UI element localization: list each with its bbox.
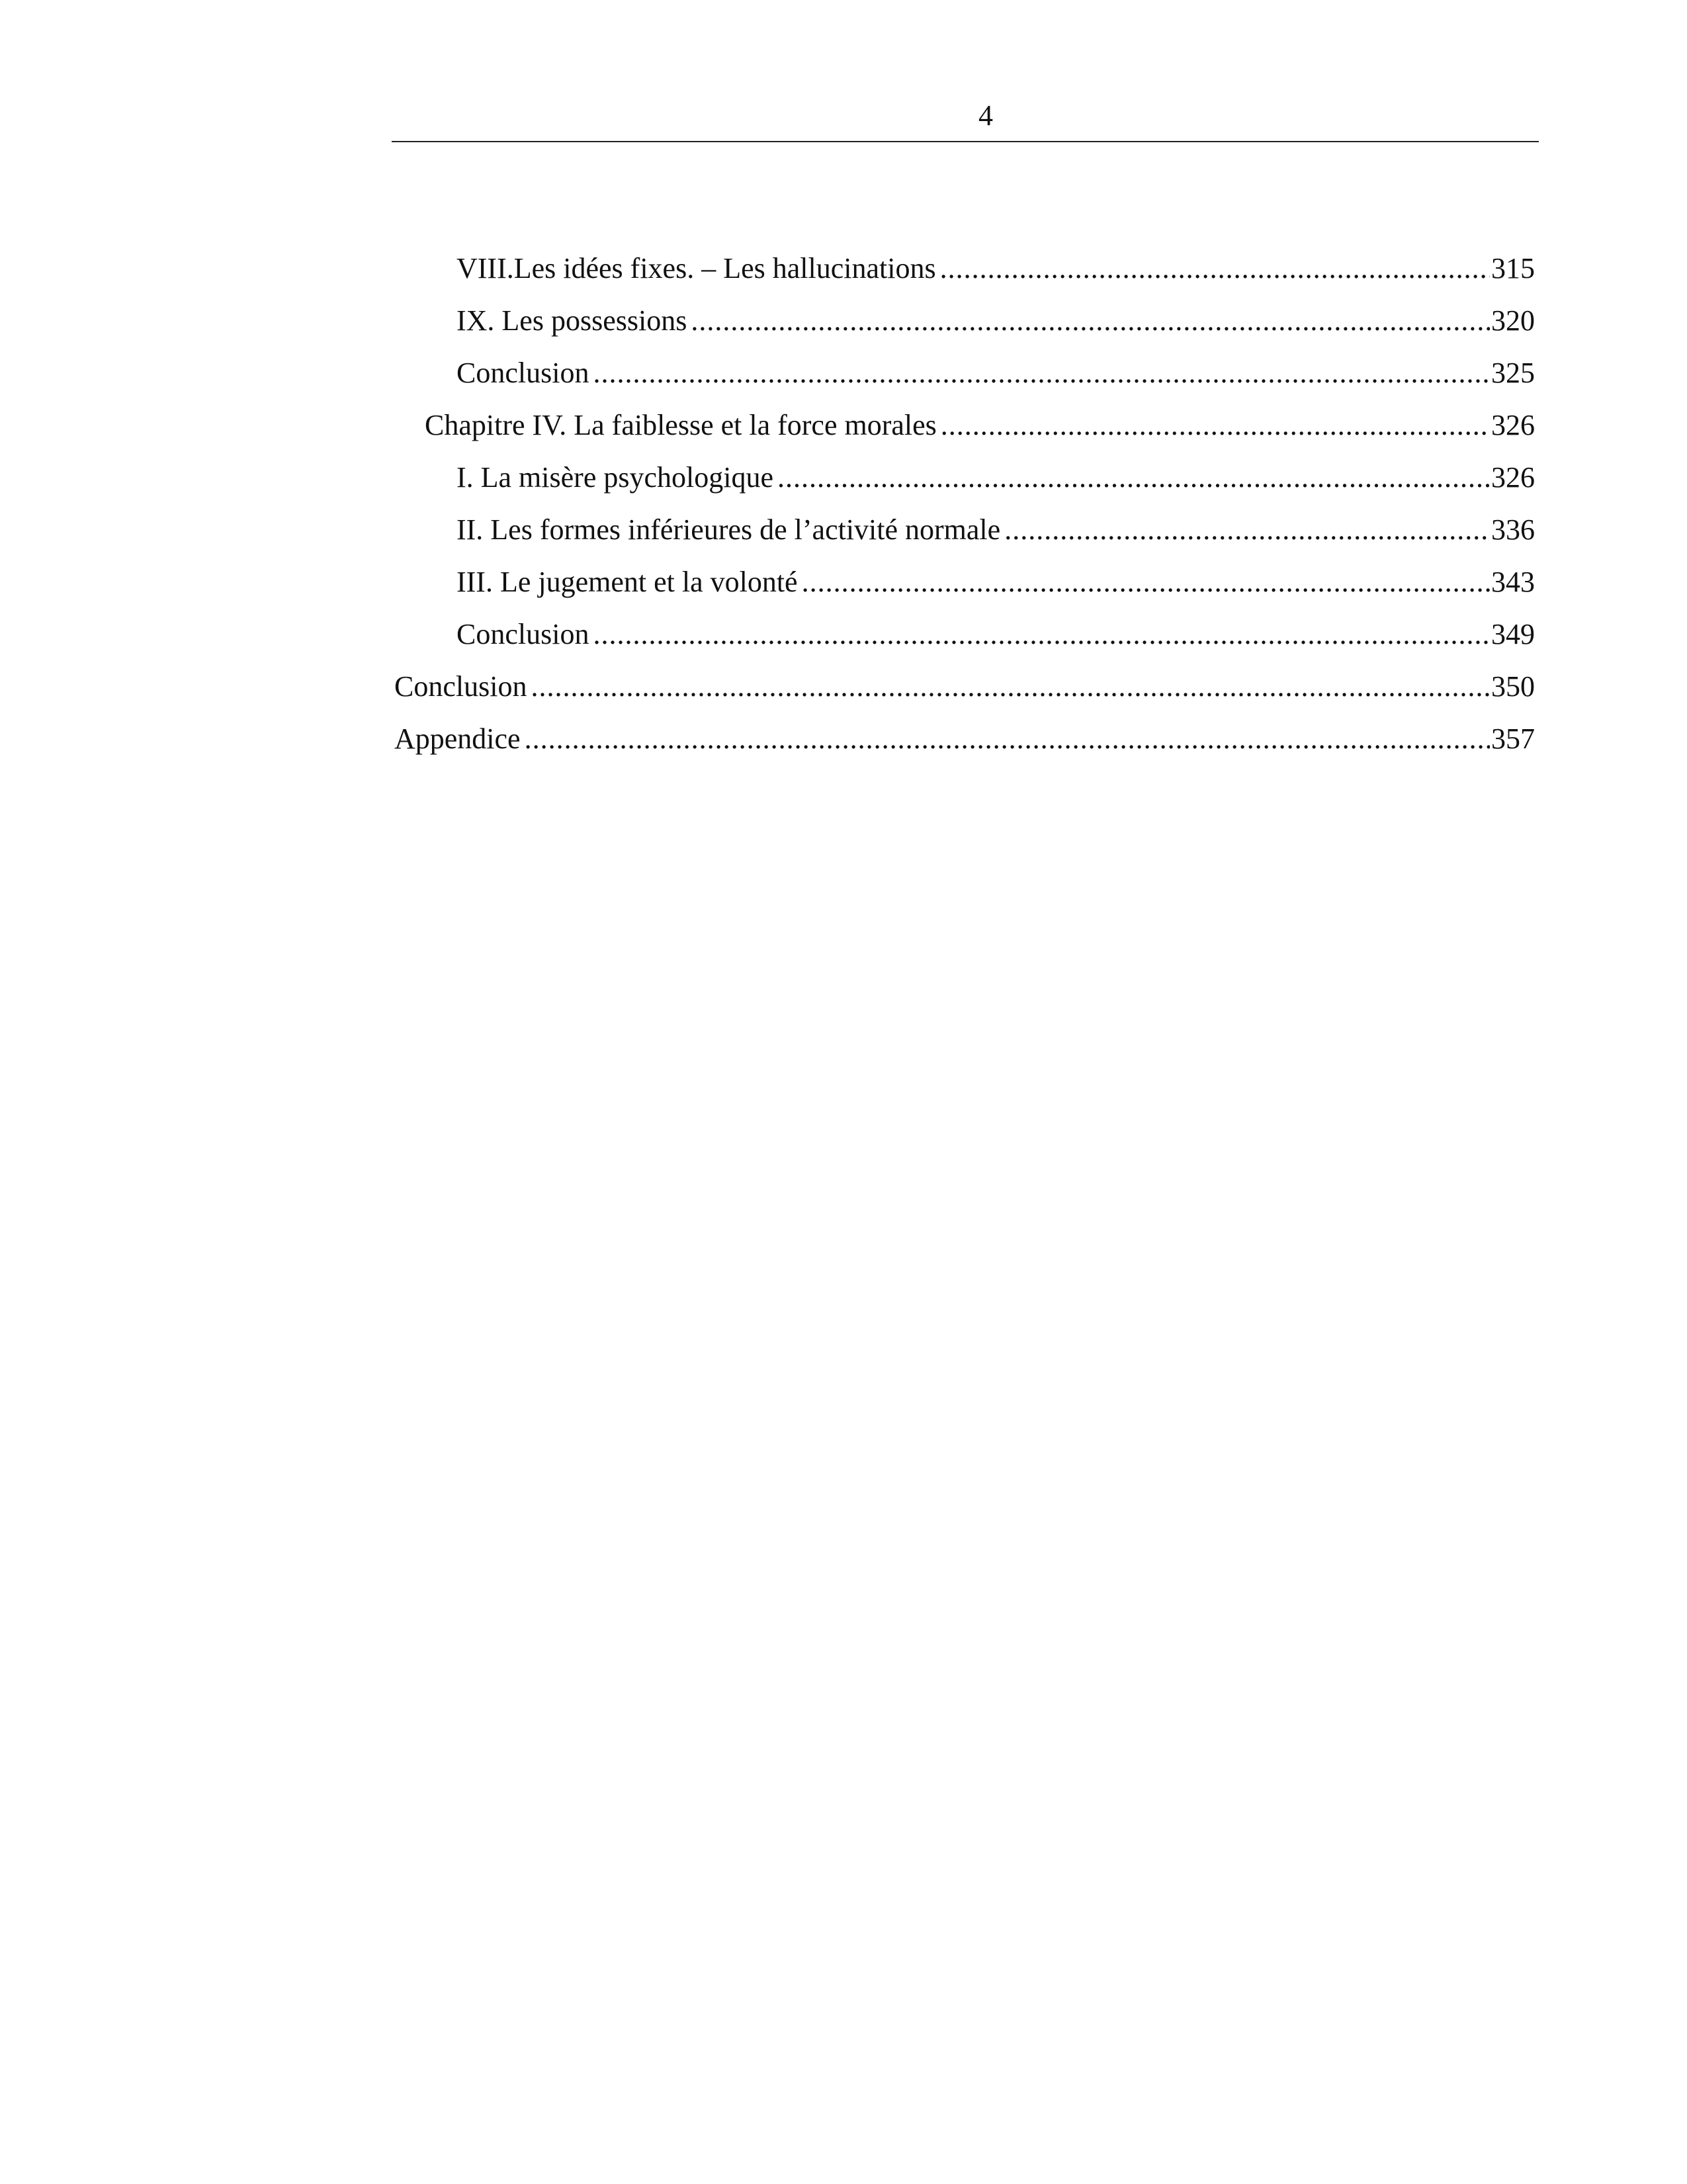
toc-entry-part[interactable] [394, 660, 1535, 713]
toc-entry-page: 357 [1491, 722, 1535, 755]
toc-entry-page: 336 [1491, 513, 1535, 546]
toc-dot-leader [691, 294, 1490, 347]
toc-entry-page: 325 [1491, 357, 1535, 389]
toc-entry-title: Conclusion [456, 618, 589, 650]
toc-entry-title: Conclusion [394, 670, 527, 703]
toc-entry[interactable] [394, 503, 1535, 556]
toc-dot-leader [941, 399, 1490, 451]
toc-entry-title: I. La misère psychologique [456, 461, 773, 494]
toc-entry-page: 326 [1491, 461, 1535, 494]
toc-entry-title: Conclusion [456, 357, 589, 389]
toc-entry[interactable] [394, 608, 1535, 660]
toc-entry-title: III. Le jugement et la volonté [456, 566, 798, 598]
toc-entry[interactable] [394, 556, 1535, 608]
toc-entry-title: IX. Les possessions [456, 304, 687, 337]
toc-dot-leader [525, 713, 1490, 765]
toc-dot-leader [593, 608, 1490, 660]
toc-entry-page: 326 [1491, 409, 1535, 441]
header-rule [392, 141, 1539, 142]
toc-dot-leader [531, 660, 1490, 713]
toc-entry-title: Chapitre IV. La faiblesse et la force morales [425, 409, 937, 441]
toc-dot-leader [777, 451, 1490, 503]
toc-entry-part[interactable] [394, 713, 1535, 765]
toc-entry-title: VIII.Les idées fixes. – Les hallucinations [456, 252, 936, 284]
toc-entry-page: 343 [1491, 566, 1535, 598]
table-of-contents [394, 242, 1535, 765]
toc-entry-page: 350 [1491, 670, 1535, 703]
toc-dot-leader [1004, 503, 1490, 556]
toc-entry[interactable] [394, 347, 1535, 399]
toc-dot-leader [940, 242, 1490, 294]
toc-entry-page: 315 [1491, 252, 1535, 284]
toc-dot-leader [593, 347, 1490, 399]
toc-entry-chapter[interactable] [394, 399, 1535, 451]
toc-entry[interactable] [394, 294, 1535, 347]
toc-entry-page: 320 [1491, 304, 1535, 337]
toc-entry[interactable] [394, 451, 1535, 503]
toc-entry-page: 349 [1491, 618, 1535, 650]
toc-entry-title: II. Les formes inférieures de l’activité normale [456, 513, 1001, 546]
toc-dot-leader [802, 556, 1490, 608]
toc-entry-title: Appendice [394, 722, 521, 755]
page-number [0, 96, 1687, 136]
page-number-text: 4 [978, 99, 993, 132]
toc-entry[interactable] [394, 242, 1535, 294]
